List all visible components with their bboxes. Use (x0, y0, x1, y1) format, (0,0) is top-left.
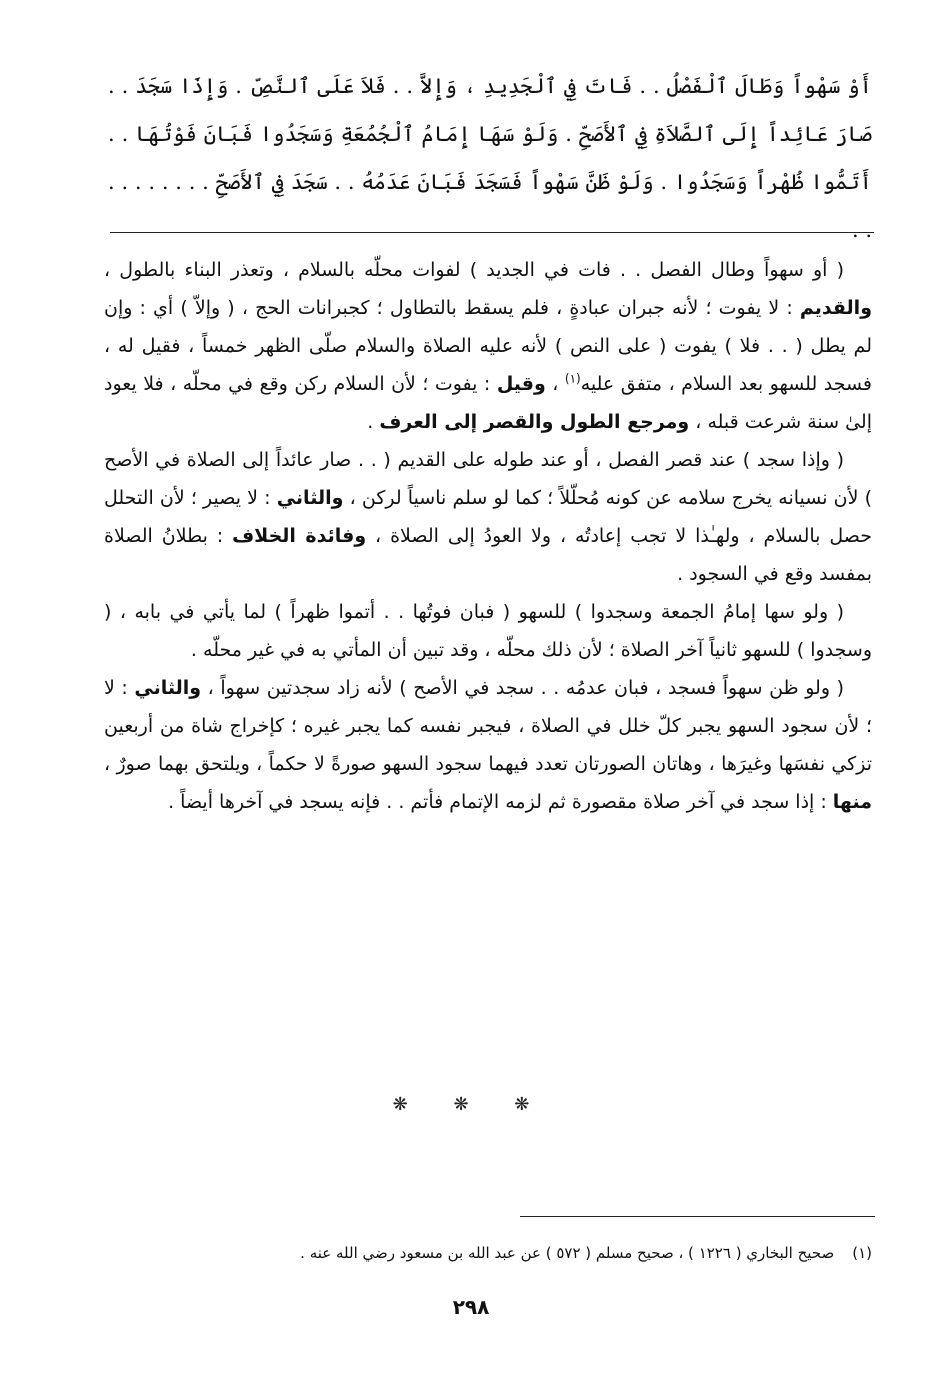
footnote-text: صحيح البخاري ( ١٢٢٦ ) ، صحيح مسلم ( ٥٧٢ ) عن عبد الله بن مسعود رضي الله عنه . (300, 1244, 835, 1262)
matn-paragraph: أَوْ سَهْواً وَطَالَ ٱلْفَصْلُ . . فَاتَ فِي ٱلْجَدِيدِ ، وَإِلاَّ . . فَلاَ عَلَى ٱلنَّصِّ . وَإِذَا سَجَدَ . . صَارَ عَائِداً إِلَى ٱلصَّلاَةِ فِي ٱلأَصَحِّ . وَلَوْ سَهَا إِمَامُ ٱلْجُمُعَةِ وَسَجَدُوا فَبَانَ فَوْتُهَا . . أَتَمُّوا ظُهْراً وَسَجَدُوا . وَلَوْ ظَنَّ سَهْواً فَسَجَدَ فَبَانَ عَدَمُهُ . . سَجَدَ فِي ٱلأَصَحِّ . . . . . . . . . . (108, 74, 872, 242)
footnote-number: (١) (852, 1244, 872, 1262)
commentary-paragraph-3: ( ولو سها إمامُ الجمعة وسجدوا ) للسهو ( فبان فوتُها . . أتموا ظهراً ) لما يأتي في بابه ، ( وسجدوا ) للسهو ثانياً آخر الصلاة ؛ لأن ذلك محلّه ، وقد تبين أن المأتي به في غير محلّه . (104, 601, 872, 661)
bold-term: والثاني (134, 677, 202, 699)
bold-term: ومرجع الطول والقصر إلى العرف (379, 411, 690, 433)
bold-term: والثاني (276, 487, 344, 509)
page-number: ٢٩٨ (452, 1295, 490, 1319)
commentary-paragraph-2: ( وإذا سجد ) عند قصر الفصل ، أو عند طوله على القديم ( . . صار عائداً إلى الصلاة في الأصح ) لأن نسيانه يخرج سلامه عن كونه مُحلّلاً ؛ كما لو سلم ناسياً لركن ، والثاني : لا يصير ؛ لأن التحلل حصل بالسلام ، ولهـٰذا لا تجب إعادتُه ، ولا العودُ إلى الصلاة ، وفائدة الخلاف : بطلانُ الصلاة بمفسد وقع في السجود . (104, 449, 872, 585)
bold-term: والقديم (799, 297, 872, 319)
commentary-paragraph-4: ( ولو ظن سهواً فسجد ، فبان عدمُه . . سجد في الأصح ) لأنه زاد سجدتين سهواً ، والثاني : لا ؛ لأن سجود السهو يجبر كلّ خلل في الصلاة ، فيجبر نفسه كما يجبر غيره ؛ كإخراج شاة من أربعين تزكي نفسَها وغيرَها ، وهاتان الصورتان تعدد فيهما سجود السهو صورةً لا حكماً ، ويلتحق بهما صورٌ ، منها : إذا سجد في آخر صلاة مقصورة ثم لزمه الإتمام فأتم . . فإنه يسجد في آخرها أيضاً . (104, 677, 872, 813)
bold-term: منها (832, 791, 872, 813)
footnote (150, 1240, 872, 1266)
commentary-paragraph-1: ( أو سهواً وطال الفصل . . فات في الجديد ) لفوات محلّه بالسلام ، وتعذر البناء بالطول ، والقديم : لا يفوت ؛ لأنه جبران عبادةٍ ، فلم يسقط بالتطاول ؛ كجبرانات الحج ، ( وإلاّ ) أي : وإن لم يطل ( . . فلا ) يفوت ( على النص ) لأنه عليه الصلاة والسلام صلّى الظهر خمساً ، فقيل له ، فسجد للسهو بعد السلام ، متفق عليه$^{(١)}$ ، وقيل : يفوت ؛ لأن السلام ركن وقع في محلّه ، فلا يعود إلىٰ سنة شرعت قبله ، ومرجع الطول والقصر إلى العرف . (104, 259, 873, 433)
footnote-divider-line (520, 1216, 875, 1217)
bold-term: وقيل (496, 373, 546, 395)
matn-divider-line (110, 232, 874, 233)
commentary-block (104, 251, 872, 821)
section-separator-stars: ❋ ❋ ❋ (392, 1094, 550, 1115)
matn-text-block (108, 62, 872, 254)
bold-term: وفائدة الخلاف (232, 525, 367, 547)
footnote-reference: (١) (564, 371, 581, 386)
